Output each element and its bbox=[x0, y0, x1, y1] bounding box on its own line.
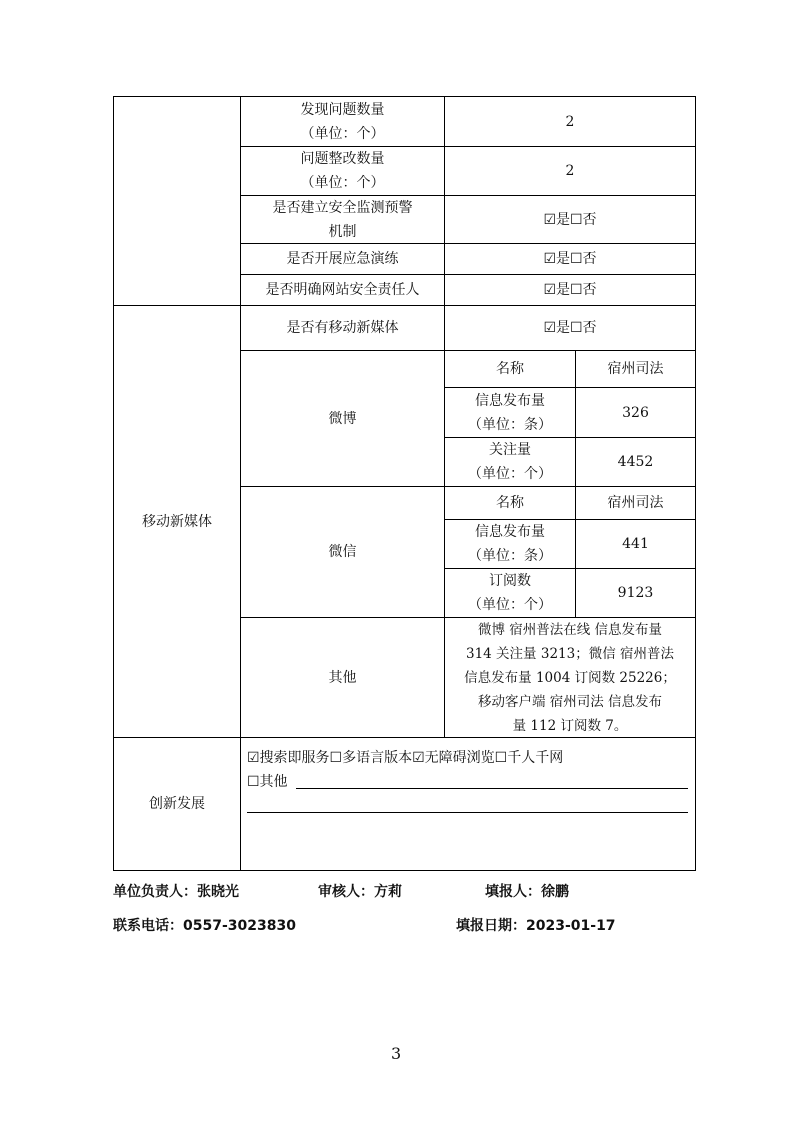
drill-checkbox[interactable]: ☑是☐否 bbox=[543, 251, 597, 267]
monitor-label: 是否建立安全监测预警 机制 bbox=[272, 199, 413, 240]
wechat-sub-value: 9123 bbox=[617, 585, 654, 601]
innovation-options[interactable]: ☑搜索即服务☐多语言版本☑无障碍浏览☐千人千网 bbox=[247, 750, 564, 766]
wechat-posts-value: 441 bbox=[622, 536, 649, 552]
drill-label: 是否开展应急演练 bbox=[286, 251, 399, 267]
other-text: 微博 宿州普法在线 信息发布量 314 关注量 3213；微信 宿州普法 信息发布量 1004 订阅数 25226； 移动客户端 宿州司法 信息发布 量 112 订阅数 7。 bbox=[464, 621, 676, 734]
page-number: 3 bbox=[391, 1044, 402, 1063]
weibo-name-label: 名称 bbox=[496, 361, 524, 377]
other-label: 其他 bbox=[328, 669, 357, 686]
weibo-name-value: 宿州司法 bbox=[607, 361, 664, 377]
mobile-section-title: 移动新媒体 bbox=[142, 513, 212, 530]
wechat-posts-label: 信息发布量 （单位：条） bbox=[468, 524, 552, 564]
weibo-label: 微博 bbox=[328, 410, 357, 427]
filler: 填报人：徐鹏 bbox=[485, 884, 569, 900]
other-underline-1 bbox=[296, 788, 688, 789]
has-media-checkbox[interactable]: ☑是☐否 bbox=[543, 320, 597, 336]
weibo-posts-label: 信息发布量 （单位：条） bbox=[468, 392, 552, 433]
wechat-sub-label: 订阅数 （单位：个） bbox=[468, 573, 552, 613]
wechat-label: 微信 bbox=[328, 544, 357, 560]
has-media-label: 是否有移动新媒体 bbox=[286, 320, 399, 336]
weibo-posts-value: 326 bbox=[622, 404, 649, 421]
unit-head: 单位负责人：张晓光 bbox=[113, 884, 239, 900]
reviewer: 审核人：方莉 bbox=[318, 884, 402, 900]
responsible-checkbox[interactable]: ☑是☐否 bbox=[543, 282, 597, 298]
wechat-name-label: 名称 bbox=[496, 495, 524, 511]
innovation-section-title: 创新发展 bbox=[149, 796, 205, 812]
responsible-label: 是否明确网站安全责任人 bbox=[265, 282, 420, 298]
wechat-name-value: 宿州司法 bbox=[607, 495, 664, 511]
innovation-other-option[interactable]: ☐其他 bbox=[247, 774, 288, 790]
fill-date: 填报日期：2023-01-17 bbox=[456, 918, 616, 934]
other-underline-2 bbox=[247, 812, 688, 813]
weibo-follow-value: 4452 bbox=[617, 454, 654, 470]
monitor-checkbox[interactable]: ☑是☐否 bbox=[543, 211, 597, 228]
found-issues-label: 发现问题数量 （单位：个） bbox=[300, 101, 385, 142]
fixed-issues-label: 问题整改数量 （单位：个） bbox=[300, 151, 385, 191]
fixed-issues-value: 2 bbox=[565, 163, 575, 179]
found-issues-value: 2 bbox=[565, 113, 575, 130]
weibo-follow-label: 关注量 （单位：个） bbox=[468, 442, 552, 482]
contact-phone: 联系电话：0557-3023830 bbox=[113, 918, 296, 934]
